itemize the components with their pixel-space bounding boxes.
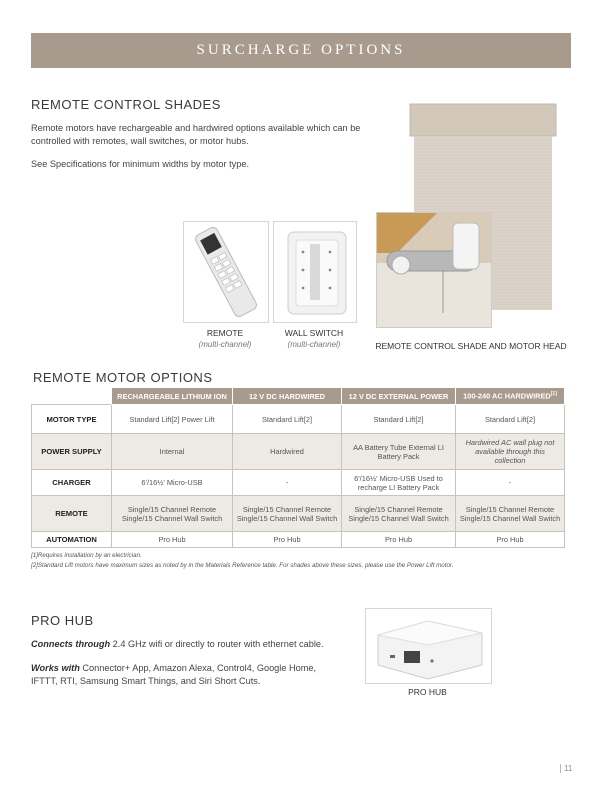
table-row: [32, 532, 565, 548]
footnote-2: [2]Standard Lift motors have maximum sizes as noted by in the Materials Reference table. For shades above these sizes, please use the Power Lift motor.: [31, 562, 454, 569]
motor-head-image: [376, 212, 492, 328]
wall-switch-caption: WALL SWITCH: [284, 328, 344, 338]
table-cell: Single/15 Channel Remote Single/15 Channel Wall Switch: [233, 496, 342, 532]
table-row: [32, 434, 565, 470]
table-row: [32, 470, 565, 496]
table-corner: [32, 388, 112, 405]
pro-hub-caption: PRO HUB: [408, 687, 447, 697]
row-label: MOTOR TYPE: [32, 405, 112, 434]
footnote-1: [1]Requires installation by an electrician.: [31, 552, 142, 559]
table-cell: Hardwired: [233, 434, 342, 470]
connects-paragraph: [31, 638, 351, 651]
table-row: [32, 496, 565, 532]
connects-text: 2.4 GHz wifi or directly to router with ethernet cable.: [112, 639, 324, 649]
table-cell: Pro Hub: [112, 532, 233, 548]
table-cell: -: [233, 470, 342, 496]
table-cell: Hardwired AC wall plug not available through this collection: [456, 434, 565, 470]
works-text: Connector+ App, Amazon Alexa, Control4, Google Home, IFTTT, RTI, Samsung Smart Things, and Siri Short Cuts.: [31, 663, 317, 686]
table-row: [32, 405, 565, 434]
table-cell: Standard Lift[2]: [342, 405, 456, 434]
page-number: 11: [560, 764, 572, 773]
motor-options-table: [31, 387, 565, 548]
table-cell: Standard Lift[2] Power Lift: [112, 405, 233, 434]
row-label: AUTOMATION: [32, 532, 112, 548]
table-cell: Standard Lift[2]: [233, 405, 342, 434]
remote-subcaption: (multi-channel): [198, 340, 252, 349]
table-cell: Internal: [112, 434, 233, 470]
motor-options-heading: REMOTE MOTOR OPTIONS: [33, 370, 213, 385]
table-cell: Single/15 Channel Remote Single/15 Channel Wall Switch: [112, 496, 233, 532]
motor-head-caption: REMOTE CONTROL SHADE AND MOTOR HEAD: [375, 341, 567, 351]
table-cell: 6'/16½' Micro-USB Used to recharge LI Battery Pack: [342, 470, 456, 496]
table-cell: Pro Hub: [456, 532, 565, 548]
table-header-cell: 12 V DC EXTERNAL POWER: [342, 388, 456, 405]
table-cell: Pro Hub: [342, 532, 456, 548]
table-cell: Pro Hub: [233, 532, 342, 548]
table-cell: -: [456, 470, 565, 496]
works-lead: Works with: [31, 663, 80, 673]
row-label: CHARGER: [32, 470, 112, 496]
pro-hub-image: [365, 608, 492, 684]
table-cell: AA Battery Tube External LI Battery Pack: [342, 434, 456, 470]
works-paragraph: [31, 662, 341, 688]
table-header-cell: 100-240 AC HARDWIRED[1]: [456, 388, 565, 405]
table-cell: Single/15 Channel Remote Single/15 Channel Wall Switch: [342, 496, 456, 532]
row-label: POWER SUPPLY: [32, 434, 112, 470]
remote-caption: REMOTE: [206, 328, 244, 338]
connects-lead: Connects through: [31, 639, 111, 649]
row-label: REMOTE: [32, 496, 112, 532]
table-cell: Single/15 Channel Remote Single/15 Channel Wall Switch: [456, 496, 565, 532]
table-header-cell: RECHARGEABLE LITHIUM ION: [112, 388, 233, 405]
wall-switch-subcaption: (multi-channel): [287, 340, 341, 349]
remote-image: [183, 221, 269, 323]
wall-switch-image: [273, 221, 357, 323]
remote-intro-paragraph: Remote motors have rechargeable and hardwired options available which can be controlled with remotes, wall switches, or motor hubs.: [31, 123, 361, 146]
remote-section-heading: REMOTE CONTROL SHADES: [31, 97, 221, 112]
table-cell: Standard Lift[2]: [456, 405, 565, 434]
table-cell: 6'/16½' Micro-USB: [112, 470, 233, 496]
pro-hub-heading: PRO HUB: [31, 613, 94, 628]
remote-spec-note: See Specifications for minimum widths by motor type.: [31, 159, 250, 169]
table-header-cell: 12 V DC HARDWIRED: [233, 388, 342, 405]
page-title-banner: SURCHARGE OPTIONS: [31, 33, 571, 68]
